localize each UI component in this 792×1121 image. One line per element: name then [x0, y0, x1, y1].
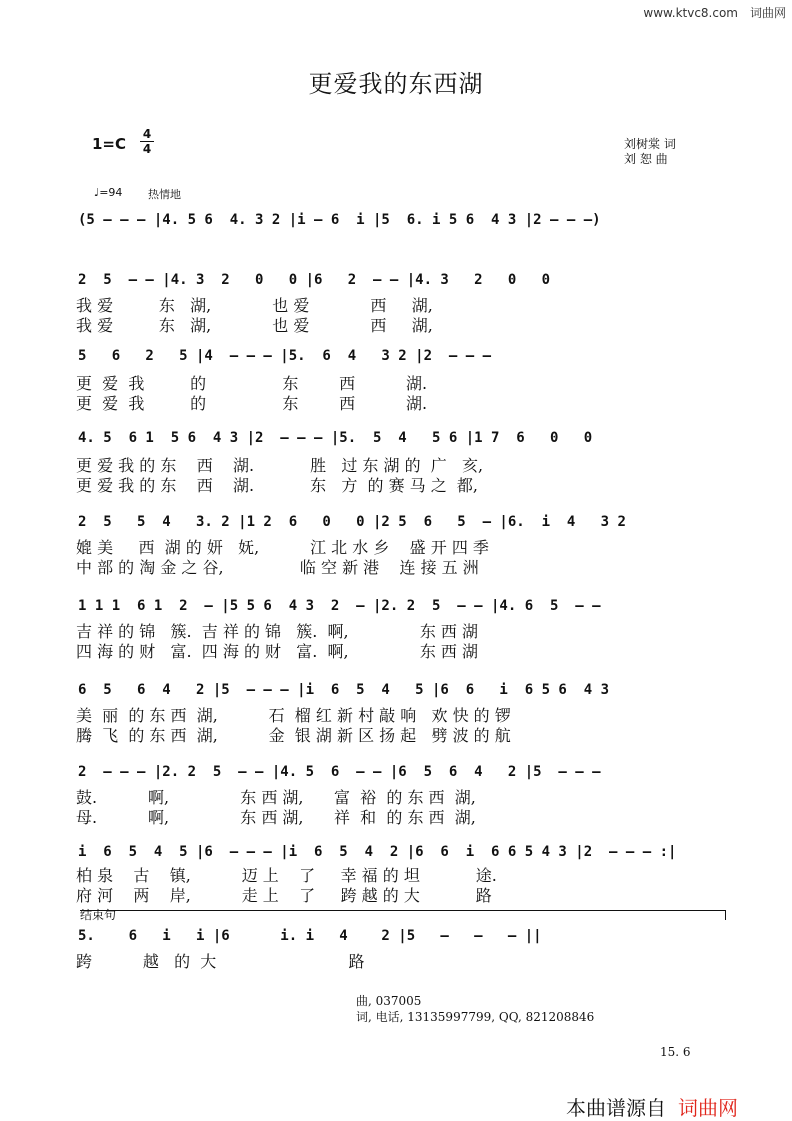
ending-label: 结束句 [80, 908, 117, 922]
ending-bracket [80, 910, 726, 911]
lyrics-verse-2: 中 部 的 淘 金 之 谷, 临 空 新 港 连 接 五 洲 [76, 558, 479, 577]
lyrics-ending: 跨 越 的 大 路 [76, 952, 365, 971]
score-system-6: 1 1 1 6 1 2 – |5 5 6 4 3 2 – |2. 2 5 – – |4. 6 5 – – [78, 598, 601, 614]
footer-lyric-contact: 词, 电话, 13135997799, QQ, 821208846 [356, 1010, 595, 1024]
score-system-8: 2 – – – |2. 2 5 – – |4. 5 6 – – |6 5 6 4 2 |5 – – – [78, 764, 601, 780]
lyrics-verse-1: 鼓. 啊, 东 西 湖, 富 裕 的 东 西 湖, [76, 788, 476, 807]
lyrics-verse-2: 母. 啊, 东 西 湖, 祥 和 的 东 西 湖, [76, 808, 476, 827]
lyrics-verse-1: 美 丽 的 东 西 湖, 石 榴 红 新 村 敲 响 欢 快 的 锣 [76, 706, 511, 725]
score-system-10: 5. 6 i i |6 i. i 4 2 |5 – – – || [78, 928, 542, 944]
meter-bottom: 4 [142, 142, 152, 156]
lyrics-verse-1: 柏 泉 古 镇, 迈 上 了 幸 福 的 坦 途. [76, 866, 497, 885]
lyrics-verse-1: 更 爱 我 的 东 西 湖. [76, 374, 428, 393]
time-signature [140, 128, 154, 155]
tempo-mark: ♩=94 [94, 186, 123, 199]
lyrics-verse-1: 我 爱 东 湖, 也 爱 西 湖, [76, 296, 433, 315]
footer-music-line: 曲, 037005 [356, 994, 422, 1008]
lyrics-verse-1: 更 爱 我 的 东 西 湖. 胜 过 东 湖 的 广 亥, [76, 456, 484, 475]
ending-bracket-end [725, 910, 726, 920]
composer-credit: 刘 恕 曲 [624, 152, 668, 166]
lyrics-verse-2: 我 爱 东 湖, 也 爱 西 湖, [76, 316, 433, 335]
key-signature: 1=C [92, 135, 127, 153]
score-system-5: 2 5 5 4 3. 2 |1 2 6 0 0 |2 5 6 5 – |6. i 4 3 2 [78, 514, 626, 530]
lyrics-verse-2: 四 海 的 财 富. 四 海 的 财 富. 啊, 东 西 湖 [76, 642, 479, 661]
lyrics-verse-2: 更 爱 我 的 东 西 湖. [76, 394, 428, 413]
lyrics-verse-2: 腾 飞 的 东 西 湖, 金 银 湖 新 区 扬 起 劈 波 的 航 [76, 726, 511, 745]
site-url[interactable]: www.ktvc8.com 词曲网 [643, 6, 786, 20]
song-title: 更爱我的东西湖 [308, 70, 484, 98]
lyrics-verse-1: 媲 美 西 湖 的 妍 妩, 江 北 水 乡 盛 开 四 季 [76, 538, 489, 557]
lyrics-verse-2: 府 河 两 岸, 走 上 了 跨 越 的 大 路 [76, 886, 492, 905]
score-system-3: 5 6 2 5 |4 – – – |5. 6 4 3 2 |2 – – – [78, 348, 492, 364]
source-site-link[interactable]: 词曲网 [678, 1096, 738, 1120]
source-banner [566, 1092, 738, 1121]
score-system-1: (5 – – – |4. 5 6 4. 3 2 |i – 6 i |5 6. i 5 6 4 3 |2 – – –) [78, 212, 601, 228]
expression-mark: 热情地 [148, 188, 181, 201]
score-system-9: i 6 5 4 5 |6 – – – |i 6 5 4 2 |6 6 i 6 6 5 4 3 |2 – – – :| [78, 844, 677, 860]
score-system-7: 6 5 6 4 2 |5 – – – |i 6 5 4 5 |6 6 i 6 5 6 4 3 [78, 682, 610, 698]
source-label: 本曲谱源自 [566, 1096, 666, 1120]
lyricist-credit: 刘树棠 词 [624, 137, 676, 151]
credits [624, 137, 676, 167]
score-system-4: 4. 5 6 1 5 6 4 3 |2 – – – |5. 5 4 5 6 |1 7 6 0 0 [78, 430, 593, 446]
page-number: 15. 6 [660, 1045, 691, 1059]
score-system-2: 2 5 – – |4. 3 2 0 0 |6 2 – – |4. 3 2 0 0 [78, 272, 551, 288]
lyrics-verse-1: 吉 祥 的 锦 簇. 吉 祥 的 锦 簇. 啊, 东 西 湖 [76, 622, 479, 641]
lyrics-verse-2: 更 爱 我 的 东 西 湖. 东 方 的 赛 马 之 都, [76, 476, 479, 495]
meter-top: 4 [142, 127, 152, 141]
